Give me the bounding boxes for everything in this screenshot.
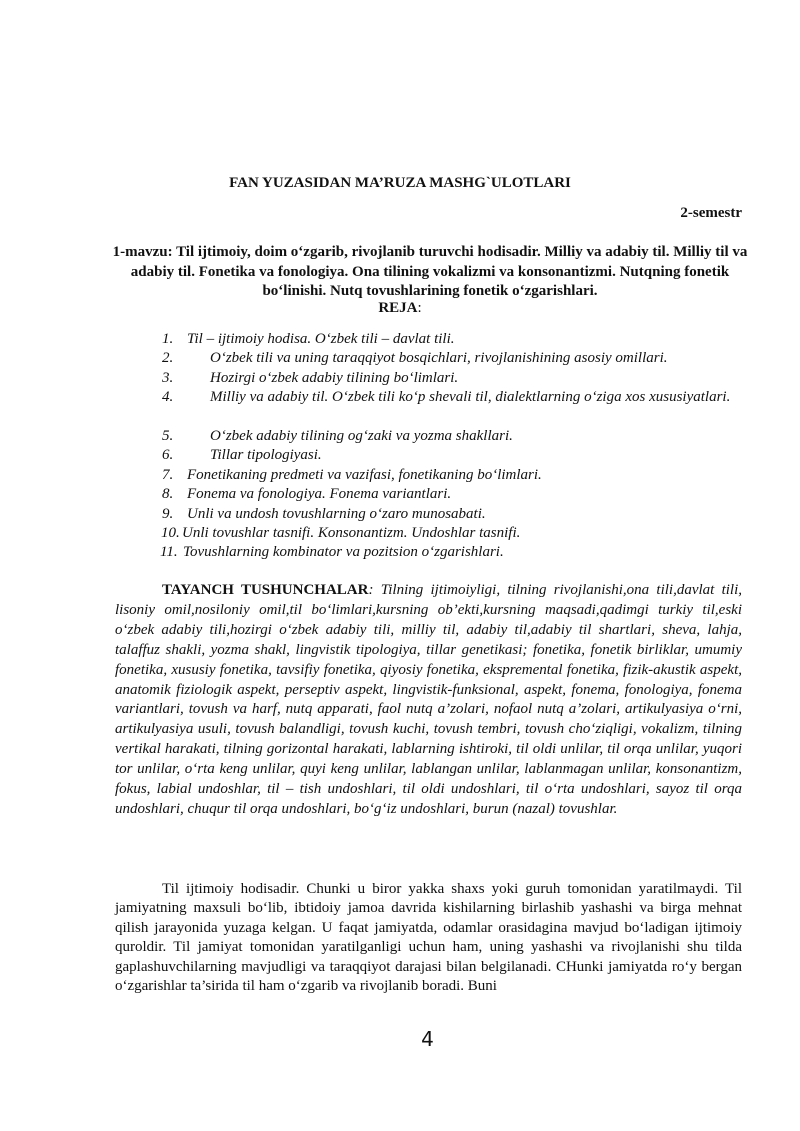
plan-item	[0, 543, 800, 562]
plan-item	[0, 524, 800, 543]
plan-item-text: Tovushlarning kombinator va pozitsion o‘zgarishlari.	[183, 544, 504, 561]
plan-heading-label: REJA	[378, 300, 418, 316]
plan-item-text: O‘zbek tili va uning taraqqiyot bosqichlari, rivojlanishining asosiy omillari.	[210, 350, 668, 367]
key-terms-heading: TAYANCH TUSHUNCHALAR	[162, 582, 369, 598]
page-title: FAN YUZASIDAN MA’RUZA MASHG`ULOTLARI	[229, 175, 571, 191]
plan-item-number: 4.	[162, 389, 174, 406]
plan-item-text: O‘zbek adabiy tilining og‘zaki va yozma shakllari.	[210, 427, 513, 444]
plan-item-number: 1.	[162, 331, 174, 347]
plan-item-text: Tillar tipologiyasi.	[210, 447, 322, 464]
plan-item-number: 7.	[162, 466, 174, 483]
body-paragraph: Til ijtimoiy hodisadir. Chunki u biror yakka shaxs yoki guruh tomonidan yaratilmaydi. Til jamiyatning maxsuli bo‘lib, ibtidoiy jamoa davrida kishilarning birlashib yashashi va birga mehnat qilish jarayonida yuzaga kelgan. U faqat jamiyatda, odamlar orasidagina mavjud bo‘ladigan ijtimoiy quroldir. Til jamiyat tomonidan yaratilganligi uchun ham, uning yashashi va rivojlanishi shu tilda gaplashuvchilarning mavjudligi va taraqqiyot darajasi bilan belgilanadi. CHunki jamiyatda ro‘y bergan o‘zgarishlar ta’sirida til ham o‘zgarib va rivojlanib boradi. Buni	[115, 881, 742, 995]
plan-item	[0, 505, 800, 524]
plan-heading	[0, 300, 800, 317]
plan-item	[0, 466, 800, 485]
plan-item	[0, 349, 800, 368]
plan-item-text: Unli tovushlar tasnifi. Konsonantizm. Undoshlar tasnifi.	[182, 524, 521, 541]
key-terms-text: : Tilning ijtimoiyligi, tilning rivojlanishi,ona tili,davlat tili, lisoniy omil,nosiloniy omil,til bo‘limlari,kursning ob’ekti,kursning maqsadi,qadimgi turkiy til,eski o‘zbek adabiy tili,hozirgi o‘zbek adabiy tili, milliy til, adabiy til,adabiy til shartlari, sheva, lahja, talaffuz shakli, yozma shakl, lingvistik tipologiya, tillar genetikasi; fonetika, fonetik birliklar, umumiy fonetika, xususiy fonetika, tavsifiy fonetika, qiyosiy fonetika, ekspremental fonetika, fizik-akustik aspekt, anatomik fiziologik aspekt, perseptiv aspekt, lingvistik-funksional, aspekt, fonema, fonologiya, fonema variantlari, tovush va harf, nutq apparati, faol nutq a’zolari, nofaol nutq a’zolari, artikulyasiya o‘rni, artikulyasiya usuli, tovush balandligi, tovush kuchi, tovush tembri, tovush cho‘ziqligi, vokalizm, tilning vertikal harakati, tilning gorizontal harakati, lablarning ishtiroki, til oldi unlilar, til orqa unlilar, yuqori tor unlilar, o‘rta keng unlilar, quyi keng unlilar, lablangan unlilar, lablanmagan unlilar, konsonantizm, fokus, labial undoshlar, til – tish undoshlari, til oldi undoshlari, til o‘rta undoshlari, sayoz til orqa undoshlari, chuqur til orqa undoshlari, bo‘g‘iz undoshlari, burun (nazal) tovushlar.	[115, 582, 742, 817]
plan-item	[0, 330, 800, 349]
plan-item	[0, 485, 800, 504]
plan-item-text: Til – ijtimoiy hodisa. O‘zbek tili – davlat tili.	[187, 331, 455, 347]
plan-item-text: Fonetikaning predmeti va vazifasi, fonetikaning bo‘limlari.	[187, 466, 542, 483]
plan-item-number: 5.	[162, 427, 174, 444]
plan-item	[0, 427, 800, 446]
plan-item-text: Fonema va fonologiya. Fonema variantlari.	[187, 486, 452, 503]
topic-heading: 1-mavzu: Til ijtimoiy, doim o‘zgarib, rivojlanib turuvchi hodisadir. Milliy va adabiy til. Milliy til va adabiy til. Fonetika va fonologiya. Ona tilining vokalizmi va konsonantizmi. Nutqning fonetik bo‘linishi. Nutq tovushlarining fonetik o‘zgarishlari.	[112, 244, 748, 299]
plan-item-number: 3.	[162, 369, 174, 386]
plan-item-text: Hozirgi o‘zbek adabiy tilining bo‘limlari.	[210, 369, 459, 386]
plan-item-text: Unli va undosh tovushlarning o‘zaro munosabati.	[187, 505, 486, 522]
key-terms-paragraph	[115, 581, 742, 820]
page-number: 4	[421, 1027, 434, 1051]
plan-item-number: 6.	[162, 447, 174, 464]
plan-item	[0, 446, 800, 465]
plan-item	[0, 369, 800, 388]
plan-item-number: 9.	[162, 505, 174, 522]
plan-item	[0, 388, 800, 427]
semester-label: 2-semestr	[680, 205, 742, 221]
plan-heading-colon: :	[417, 300, 422, 316]
plan-item-text: Milliy va adabiy til. O‘zbek tili ko‘p shevali til, dialektlarning o‘ziga xos xususiyatlari.	[210, 389, 731, 406]
plan-item-number: 2.	[162, 350, 174, 367]
plan-item-number: 8.	[162, 486, 174, 503]
plan-list	[0, 330, 800, 563]
plan-item-number: 10.	[161, 524, 180, 541]
plan-item-number: 11.	[160, 544, 178, 561]
